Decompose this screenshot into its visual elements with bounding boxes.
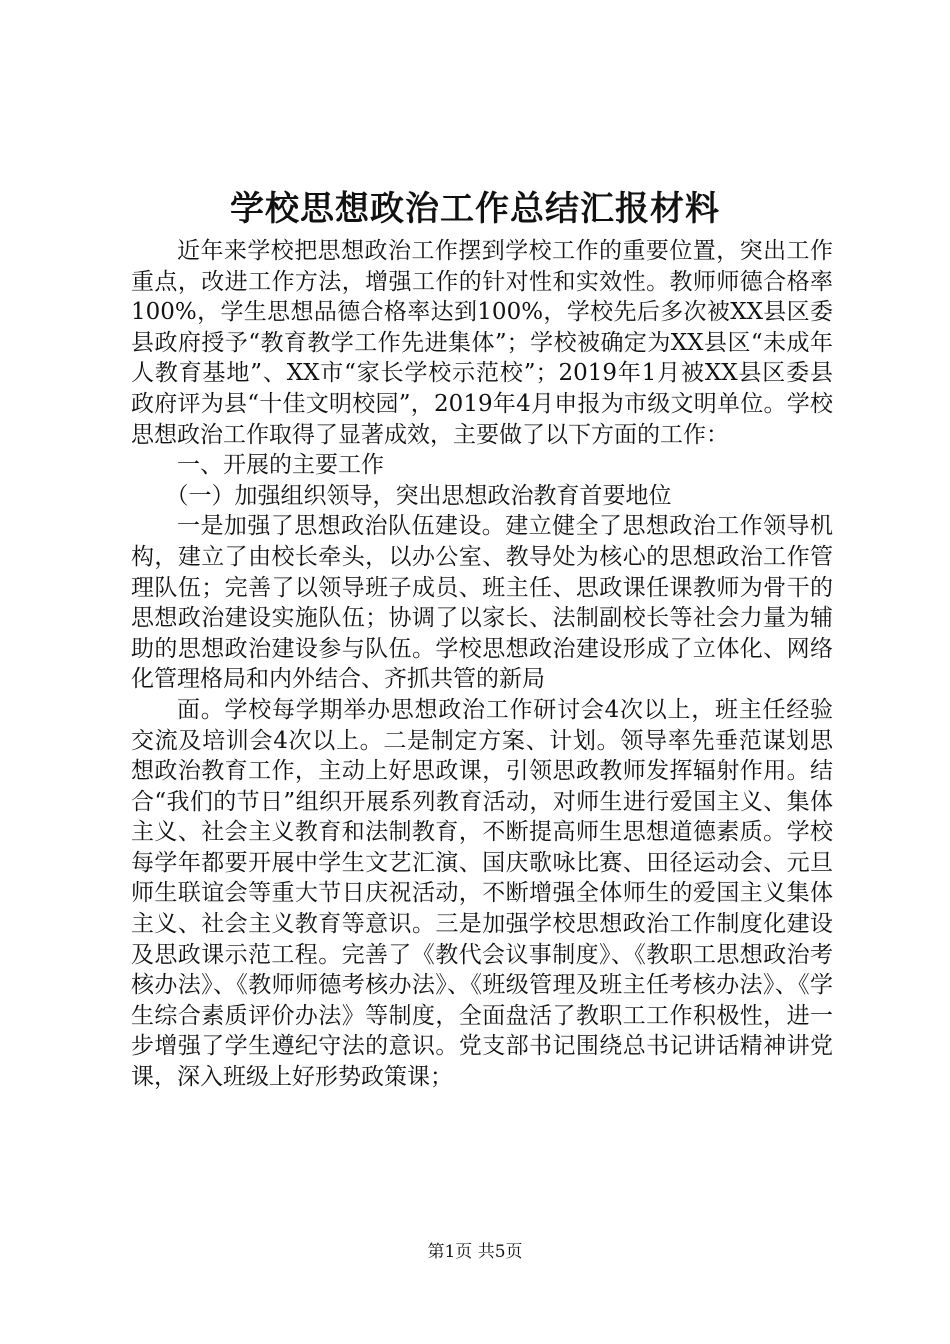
- paragraph-activities: 面。学校每学期举办思想政治工作研讨会4次以上，班主任经验交流及培训会4次以上。二是制定方案、计划。领导率先垂范谋划思想政治教育工作，主动上好思政课，引领思政教师发挥辐射作用。结合“我们的节日”组织开展系列教育活动，对师生进行爱国主义、集体主义、社会主义教育和法制教育，不断提高师生思想道德素质。学校每学年都要开展中学生文艺汇演、国庆歌咏比赛、田径运动会、元旦师生联谊会等重大节日庆祝活动，不断增强全体师生的爱国主义集体主义、社会主义教育等意识。三是加强学校思想政治工作制度化建设及思政课示范工程。完善了《教代会议事制度》、《教职工思想政治考核办法》、《教师师德考核办法》、《班级管理及班主任考核办法》、《学生综合素质评价办法》等制度，全面盘活了教职工工作积极性，进一步增强了学生遵纪守法的意识。党支部书记围绕总书记讲话精神讲党课，深入班级上好形势政策课；: [131, 696, 833, 1091]
- paragraph-intro: 近年来学校把思想政治工作摆到学校工作的重要位置，突出工作重点，改进工作方法，增强工作的针对性和实效性。教师师德合格率100%，学生思想品德合格率达到100%，学校先后多次被XX县区委县政府授予“教育教学工作先进集体”；学校被确定为XX县区“未成年人教育基地”、XX市“家长学校示范校”；2019年1月被XX县区委县政府评为县“十佳文明校园”，2019年4月申报为市级文明单位。学校思想政治工作取得了显著成效，主要做了以下方面的工作：: [131, 238, 833, 448]
- subsection-heading: （一）加强组织领导，突出思想政治教育首要地位: [165, 482, 672, 509]
- page-footer: 第1页 共5页: [427, 1242, 523, 1262]
- document-title: 学校思想政治工作总结汇报材料: [230, 189, 720, 229]
- paragraph-team-building: 一是加强了思想政治队伍建设。建立健全了思想政治工作领导机构，建立了由校长牵头，以办公室、教导处为核心的思想政治工作管理队伍；完善了以领导班子成员、班主任、思政课任课教师为骨干的思想政治建设实施队伍；协调了以家长、法制副校长等社会力量为辅助的思想政治建设参与队伍。学校思想政治建设形成了立体化、网络化管理格局和内外结合、齐抓共管的新局: [131, 513, 833, 693]
- document-body: [131, 236, 833, 1093]
- section-heading: 一、开展的主要工作: [177, 452, 384, 479]
